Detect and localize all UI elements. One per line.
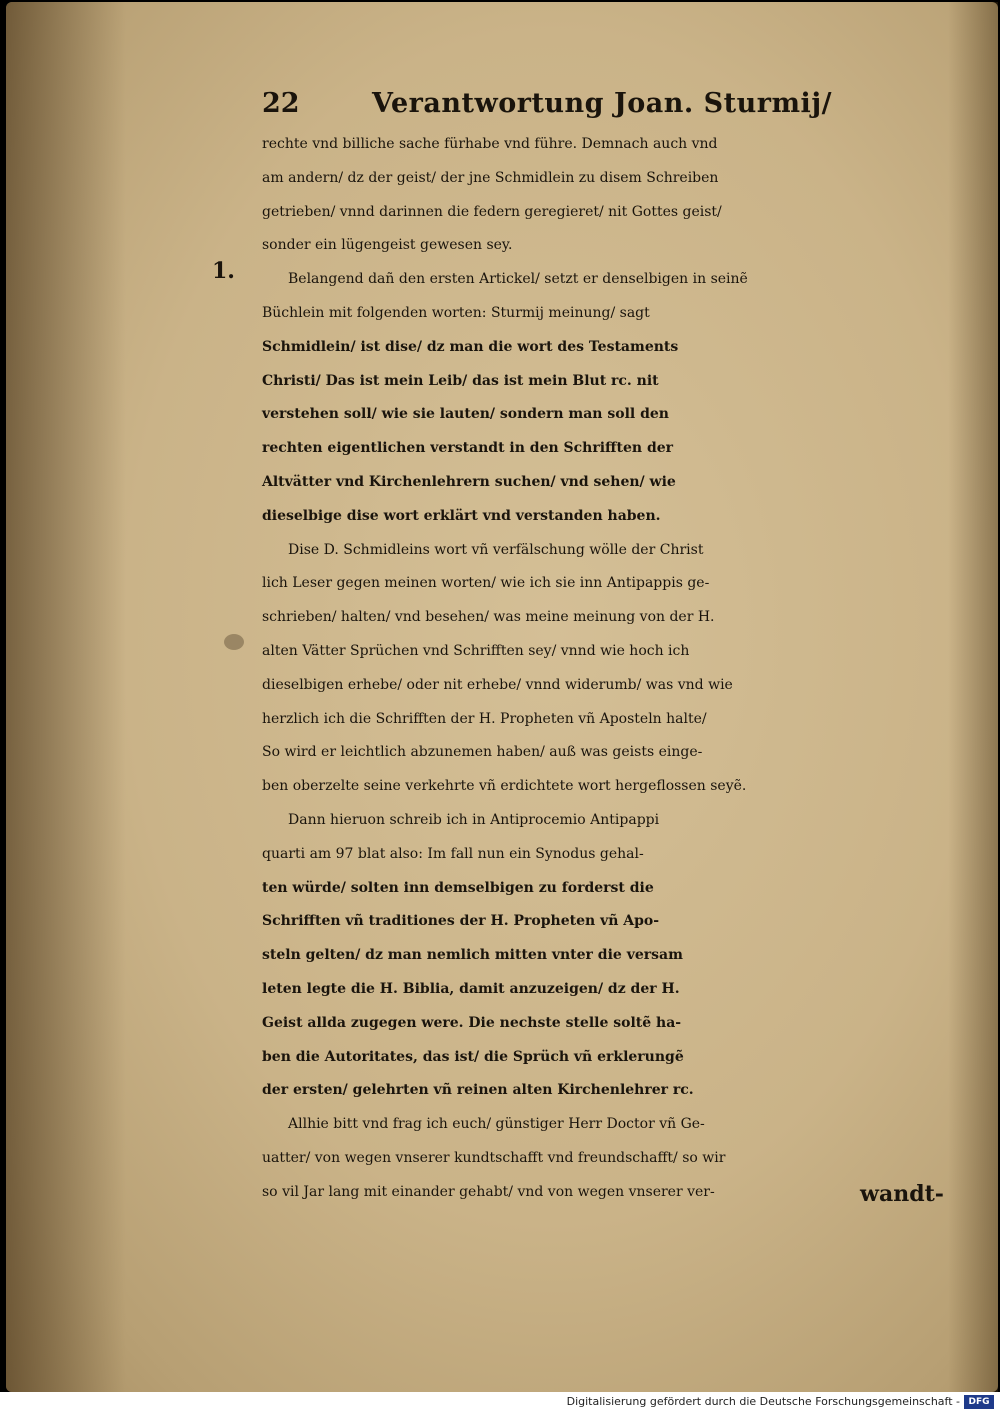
running-head-title: Verantwortung Joan. Sturmij/	[372, 88, 832, 119]
funding-credit: Digitalisierung gefördert durch die Deutsche Forschungsgemeinschaft -	[566, 1395, 960, 1408]
text-line: Geist allda zugegen were. Die nechste stelle soltẽ ha-	[262, 1014, 682, 1031]
text-line: Schmidlein/ ist dise/ dz man die wort des Testaments	[262, 338, 679, 355]
page-text-block	[262, 80, 962, 1210]
text-line: ten würde/ solten inn demselbigen zu forderst die	[262, 879, 654, 896]
text-line: rechten eigentlichen verstandt in den Schrifften der	[262, 440, 674, 457]
text-line: ben die Autoritates, das ist/ die Sprüch vñ erklerungẽ	[262, 1048, 684, 1065]
text-line: ben oberzelte seine verkehrte vñ erdichtete wort hergeflossen seyẽ.	[262, 778, 747, 795]
text-line: rechte vnd billiche sache fürhabe vnd führe. Demnach auch vnd	[262, 136, 718, 152]
text-line: quarti am 97 blat also: Im fall nun ein Synodus gehal-	[262, 845, 644, 862]
text-line: dieselbigen erhebe/ oder nit erhebe/ vnnd widerumb/ was vnd wie	[262, 676, 733, 693]
page-number: 22	[262, 88, 300, 119]
text-line: Belangend dañ den ersten Artickel/ setzt er denselbigen in seinẽ	[288, 271, 748, 288]
text-line: verstehen soll/ wie sie lauten/ sondern man soll den	[262, 406, 669, 423]
text-line: Christi/ Das ist mein Leib/ das ist mein Blut rc. nit	[262, 372, 659, 389]
text-line: lich Leser gegen meinen worten/ wie ich sie inn Antipappis ge-	[262, 575, 710, 592]
text-line: Altvätter vnd Kirchenlehrern suchen/ vnd sehen/ wie	[262, 473, 676, 490]
text-line: steln gelten/ dz man nemlich mitten vnter die versam	[262, 947, 683, 964]
text-line: der ersten/ gelehrten vñ reinen alten Kirchenlehrer rc.	[262, 1082, 694, 1099]
text-line: Allhie bitt vnd frag ich euch/ günstiger Herr Doctor vñ Ge-	[288, 1116, 705, 1133]
text-line: alten Vätter Sprüchen vnd Schrifften sey/ vnnd wie hoch ich	[262, 642, 690, 659]
text-line: So wird er leichtlich abzunemen haben/ auß was geists einge-	[262, 744, 703, 761]
text-line: so vil Jar lang mit einander gehabt/ vnd von wegen vnserer ver-	[262, 1183, 715, 1200]
text-line: schrieben/ halten/ vnd besehen/ was meine meinung von der H.	[262, 609, 715, 626]
text-line: herzlich ich die Schrifften der H. Propheten vñ Aposteln halte/	[262, 710, 707, 727]
text-line: Dise D. Schmidleins wort vñ verfälschung wölle der Christ	[288, 541, 704, 558]
footer-bar	[0, 1392, 1000, 1413]
text-line: Schrifften vñ traditiones der H. Propheten vñ Apo-	[262, 913, 660, 930]
text-line: leten legte die H. Biblia, damit anzuzeigen/ dz der H.	[262, 980, 680, 997]
running-head	[262, 80, 962, 128]
margin-note: 1.	[212, 258, 235, 284]
ink-stain	[224, 634, 244, 650]
text-line: dieselbige dise wort erklärt vnd verstanden haben.	[262, 507, 661, 524]
text-line: sonder ein lügengeist gewesen sey.	[262, 237, 513, 254]
text-line: uatter/ von wegen vnserer kundtschafft vnd freundschafft/ so wir	[262, 1149, 726, 1166]
text-line: Dann hieruon schreib ich in Antiprocemio Antipappi	[288, 811, 660, 828]
dfg-logo-icon[interactable]: DFG	[964, 1395, 994, 1409]
catchword: wandt-	[860, 1181, 944, 1207]
text-line: getrieben/ vnnd darinnen die federn geregieret/ nit Gottes geist/	[262, 203, 722, 220]
text-line: am andern/ dz der geist/ der jne Schmidlein zu disem Schreiben	[262, 169, 719, 186]
text-line: Büchlein mit folgenden worten: Sturmij meinung/ sagt	[262, 304, 650, 321]
